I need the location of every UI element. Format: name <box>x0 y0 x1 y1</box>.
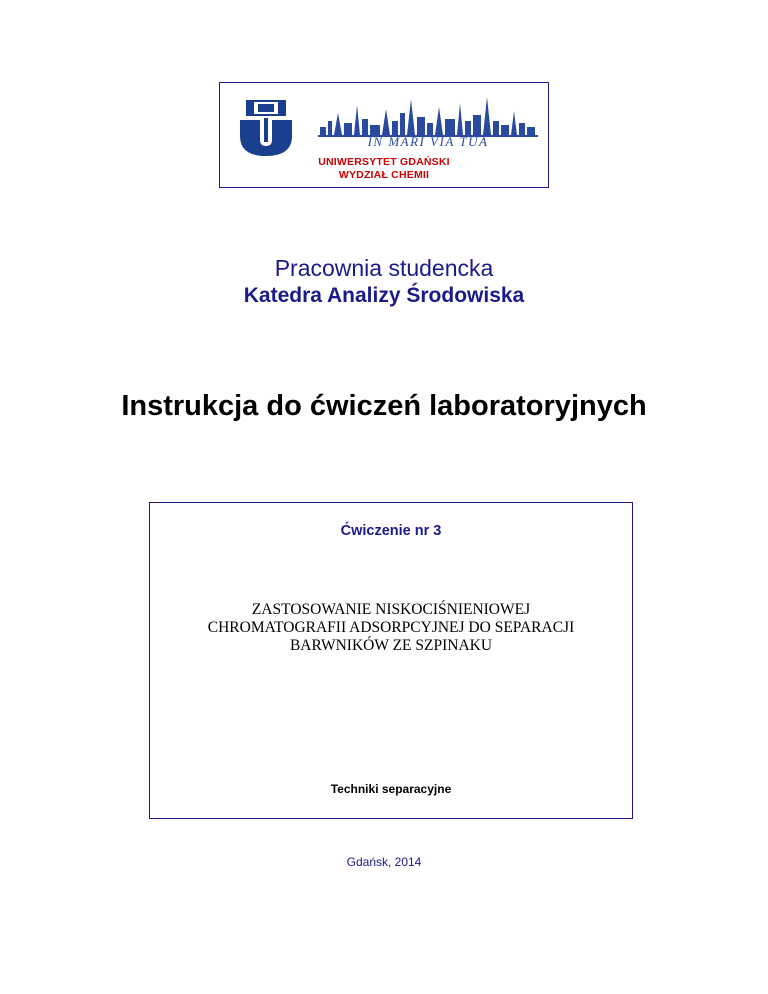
university-motto: IN MARI VIA TUA <box>367 134 489 149</box>
university-name: UNIWERSYTET GDAŃSKI <box>318 156 450 168</box>
department-subtitle: Pracownia studencka <box>274 255 494 281</box>
exercise-box <box>149 502 633 819</box>
course-name: Techniki separacyjne <box>330 782 452 796</box>
ug-emblem-icon <box>236 96 296 158</box>
exercise-topic-line: CHROMATOGRAFII ADSORPCYJNEJ DO SEPARACJI <box>207 619 575 636</box>
exercise-topic-line: ZASTOSOWANIE NISKOCIŚNIENIOWEJ <box>251 601 531 618</box>
place-date: Gdańsk, 2014 <box>346 855 422 869</box>
faculty-name: WYDZIAŁ CHEMII <box>338 169 430 181</box>
university-logo-box <box>219 82 549 188</box>
page-title: Instrukcja do ćwiczeń laboratoryjnych <box>121 390 647 422</box>
exercise-number: Ćwiczenie nr 3 <box>340 523 442 539</box>
exercise-topic <box>150 601 632 655</box>
exercise-topic-line: BARWNIKÓW ZE SZPINAKU <box>289 637 493 654</box>
department-title: Katedra Analizy Środowiska <box>243 284 525 307</box>
